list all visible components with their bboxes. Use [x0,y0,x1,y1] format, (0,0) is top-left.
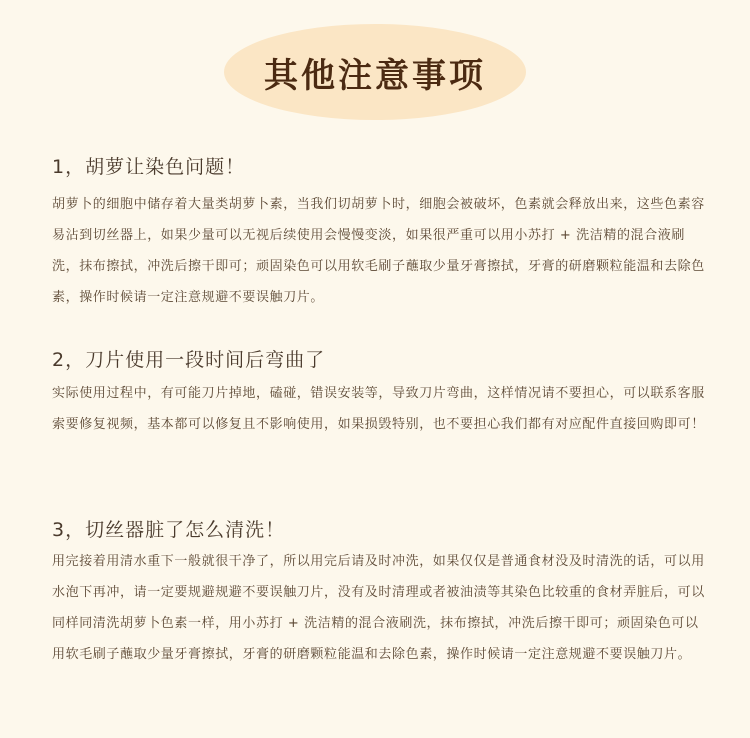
section-carrot-staining [52,155,712,313]
section-heading: 1，胡萝让染色问题！ [52,156,246,178]
section-body: 胡萝卜的细胞中储存着大量类胡萝卜素，当我们切胡萝卜时，细胞会被破坏，色素就会释放出来，这些色素容易沾到切丝器上，如果少量可以无视后续使用会慢慢变淡，如果很严重可以用小苏打 + 洗洁精的混合液刷洗，抹布擦拭，冲洗后擦干即可；顽固染色可以用软毛刷子蘸取少量牙膏擦拭，牙膏的研磨颗粒能温和去除色素，操作时候请一定注意规避不要误触刀片。 [52,197,705,305]
section-heading: 3，切丝器脏了怎么清洗！ [52,519,286,541]
page-title: 其他注意事项 [264,55,486,96]
section-body: 实际使用过程中，有可能刀片掉地，磕碰，错误安装等，导致刀片弯曲，这样情况请不要担心，可以联系客服索要修复视频，基本都可以修复且不影响使用，如果损毁特别，也不要担心我们都有对应配件直接回购即可！ [52,386,705,432]
section-cleaning [52,518,712,670]
section-blade-bent [52,348,712,440]
section-heading: 2，刀片使用一段时间后弯曲了 [52,349,326,371]
title-banner [224,24,526,120]
section-body: 用完接着用清水重下一般就很干净了，所以用完后请及时冲洗，如果仅仅是普通食材没及时清洗的话，可以用水泡下再冲，请一定要规避规避不要误触刀片，没有及时清理或者被油渍等其染色比较重的食材弄脏后，可以同样同清洗胡萝卜色素一样，用小苏打 + 洗洁精的混合液刷洗，抹布擦拭，冲洗后擦干即可；顽固染色可以用软毛刷子蘸取少量牙膏擦拭，牙膏的研磨颗粒能温和去除色素，操作时候请一定注意规避不要误触刀片。 [52,554,705,662]
